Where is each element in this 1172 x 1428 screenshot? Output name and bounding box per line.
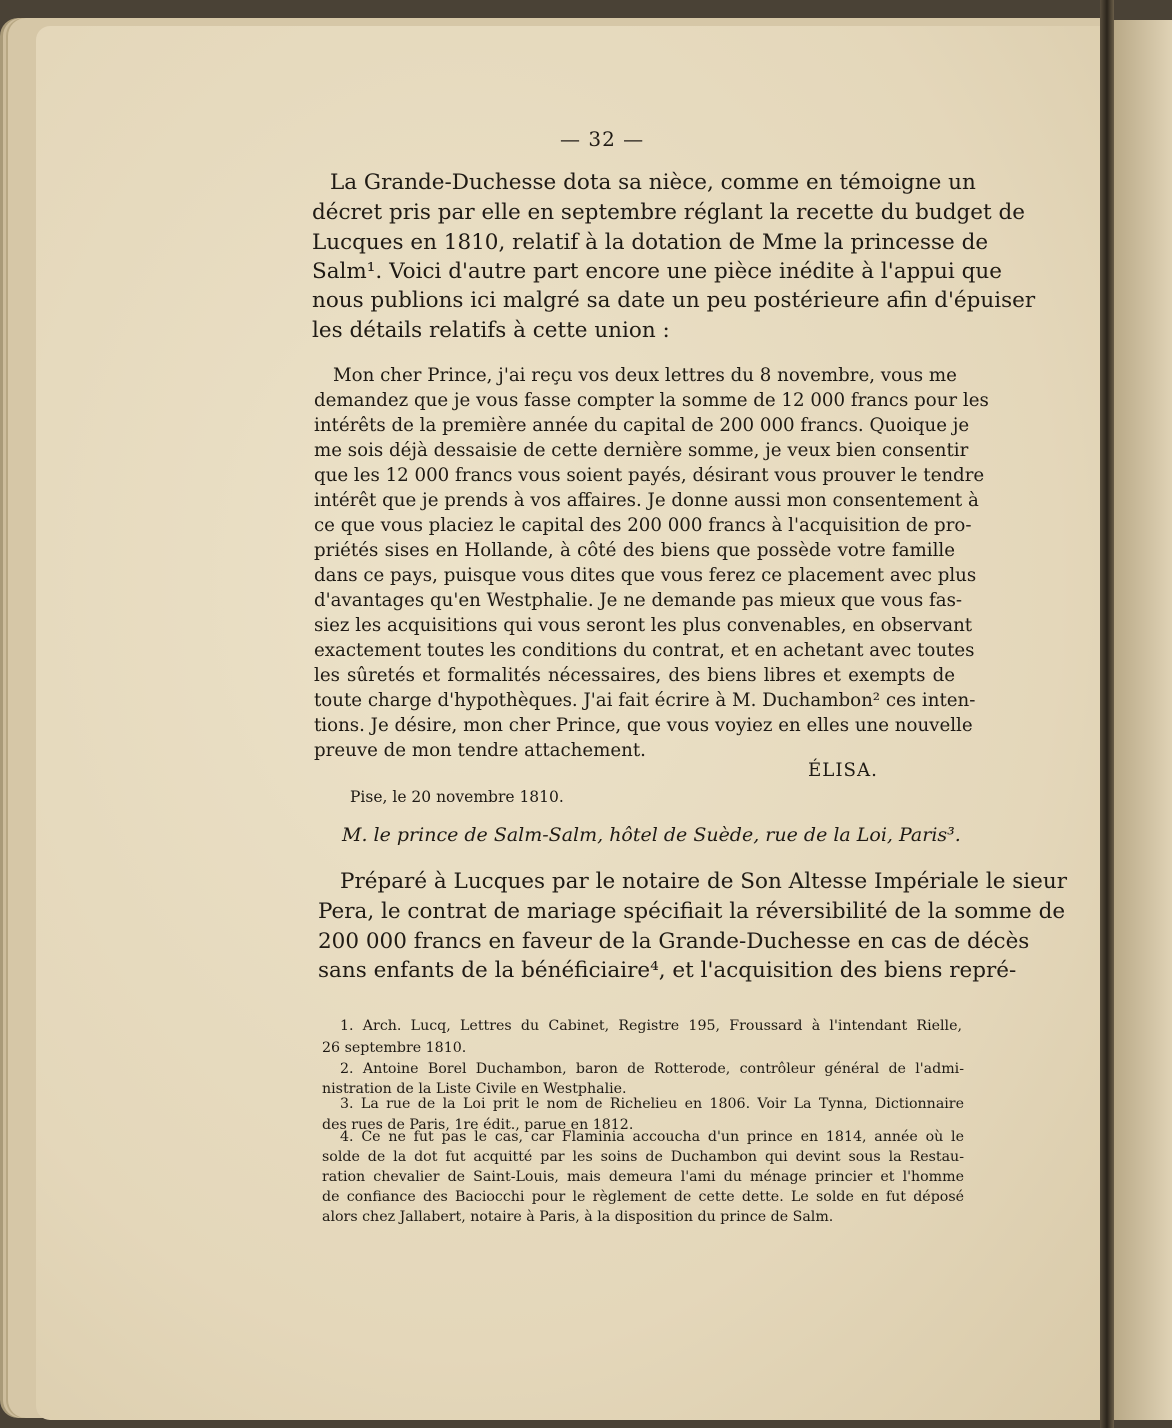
paragraph-2-line: Pera, le contrat de mariage spécifiait la réversibilité de la somme de	[318, 899, 1066, 924]
footnote-line: de confiance des Baciocchi pour le règlement de cette dette. Le solde en fut déposé	[322, 1189, 964, 1205]
letter-line: tions. Je désire, mon cher Prince, que vous voyiez en elles une nouvelle	[314, 715, 973, 736]
letter-line: intérêts de la première année du capital de 200 000 francs. Quoique je	[314, 415, 970, 436]
dateline: Pise, le 20 novembre 1810.	[350, 788, 564, 806]
paragraph-1-line: nous publions ici malgré sa date un peu postérieure afin d'épuiser	[312, 288, 1036, 313]
letter-line: toute charge d'hypothèques. J'ai fait écrire à M. Duchambon² ces inten-	[314, 690, 976, 711]
letter-line: preuve de mon tendre attachement.	[314, 740, 646, 761]
paragraph-1-line: les détails relatifs à cette union :	[312, 318, 670, 343]
footnote-line: ration chevalier de Saint-Louis, mais demeura l'ami du ménage princier et l'homme	[322, 1169, 964, 1185]
footnote-line: 4. Ce ne fut pas le cas, car Flaminia accoucha d'un prince en 1814, année où le	[340, 1129, 964, 1145]
letter-line: siez les acquisitions qui vous seront les plus convenables, en observant	[314, 615, 973, 636]
footnote-line: alors chez Jallabert, notaire à Paris, à la disposition du prince de Salm.	[322, 1209, 834, 1225]
paragraph-1-line: Lucques en 1810, relatif à la dotation de Mme la princesse de	[312, 230, 989, 255]
letter-line: priétés sises en Hollande, à côté des biens que possède votre famille	[314, 540, 955, 561]
footnote-line: 2. Antoine Borel Duchambon, baron de Rotterode, contrôleur général de l'admi-	[340, 1061, 964, 1077]
footnote-line: 26 septembre 1810.	[322, 1040, 467, 1056]
letter-line: Mon cher Prince, j'ai reçu vos deux lettres du 8 novembre, vous me	[333, 365, 957, 386]
paragraph-2-line: sans enfants de la bénéficiaire⁴, et l'acquisition des biens repré-	[318, 958, 1017, 983]
paragraph-1-line: Salm¹. Voici d'autre part encore une pièce inédite à l'appui que	[312, 259, 1002, 284]
signature: ÉLISA.	[808, 760, 878, 781]
page-number: — 32 —	[560, 127, 645, 151]
footnote-line: nistration de la Liste Civile en Westphalie.	[322, 1081, 627, 1097]
footnote-line: des rues de Paris, 1re édit., parue en 1812.	[322, 1117, 634, 1133]
letter-line: demandez que je vous fasse compter la somme de 12 000 francs pour les	[314, 390, 989, 411]
paragraph-2-line: 200 000 francs en faveur de la Grande-Duchesse en cas de décès	[318, 929, 1030, 954]
letter-line: dans ce pays, puisque vous dites que vous ferez ce placement avec plus	[314, 565, 977, 586]
letter-line: intérêt que je prends à vos affaires. Je donne aussi mon consentement à	[314, 490, 979, 511]
letter-line: ce que vous placiez le capital des 200 000 francs à l'acquisition de pro-	[314, 515, 972, 536]
book-gutter	[1100, 0, 1114, 1428]
letter-line: les sûretés et formalités nécessaires, des biens libres et exempts de	[314, 665, 955, 686]
address-line: M. le prince de Salm-Salm, hôtel de Suède, rue de la Loi, Paris³.	[342, 824, 961, 846]
paragraph-1-line: décret pris par elle en septembre réglant la recette du budget de	[312, 200, 1025, 225]
paragraph-2-line: Préparé à Lucques par le notaire de Son Altesse Impériale le sieur	[340, 869, 1068, 894]
facing-page-edge	[1114, 20, 1172, 1420]
footnote-line: solde de la dot fut acquitté par les soins de Duchambon qui devint sous la Restau-	[322, 1149, 964, 1165]
footnote-line: 3. La rue de la Loi prit le nom de Richelieu en 1806. Voir La Tynna, Dictionnaire	[340, 1096, 964, 1112]
footnote-line: 1. Arch. Lucq, Lettres du Cabinet, Registre 195, Froussard à l'intendant Rielle,	[340, 1018, 962, 1034]
paragraph-1-line: La Grande-Duchesse dota sa nièce, comme en témoigne un	[330, 170, 976, 195]
letter-line: d'avantages qu'en Westphalie. Je ne demande pas mieux que vous fas-	[314, 590, 963, 611]
letter-line: exactement toutes les conditions du contrat, et en achetant avec toutes	[314, 640, 975, 661]
letter-line: que les 12 000 francs vous soient payés, désirant vous prouver le tendre	[314, 465, 985, 486]
letter-line: me sois déjà dessaisie de cette dernière somme, je veux bien consentir	[314, 440, 969, 461]
